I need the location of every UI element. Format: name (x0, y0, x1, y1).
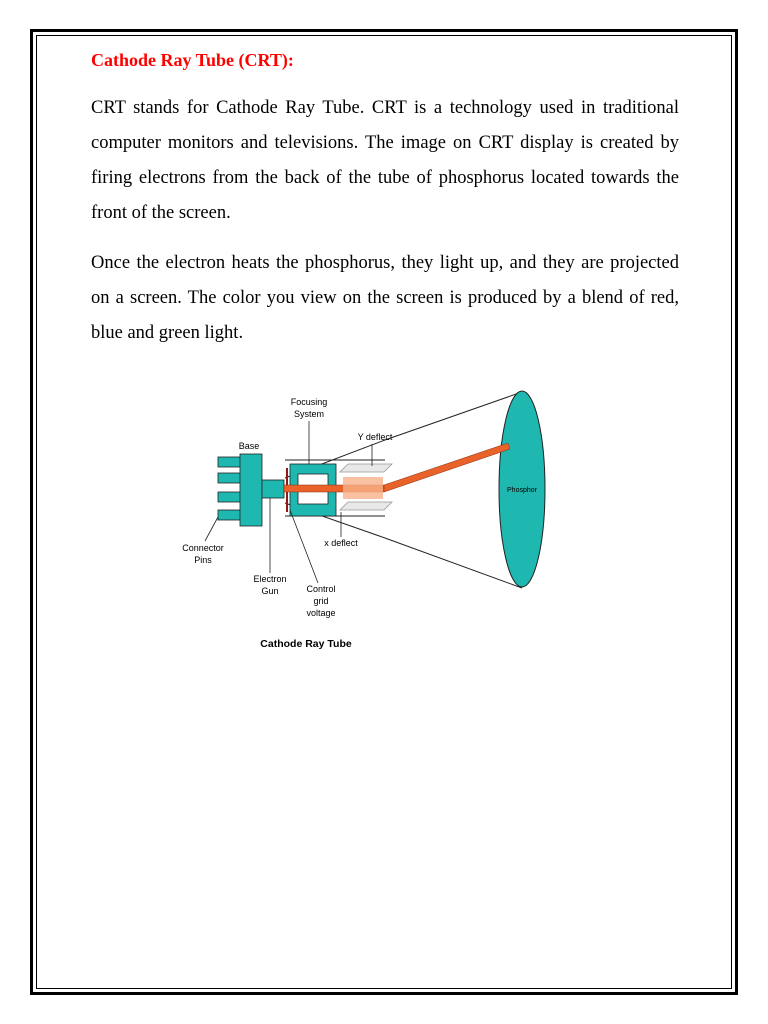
x-deflect-plate (340, 502, 392, 510)
label-system: System (293, 409, 325, 419)
connector-pin-4 (218, 510, 242, 520)
paragraph-2: Once the electron heats the phosphorus, they light up, and they are projected on a screen. The color you view on the screen is produced by a blend of red, blue and green light. (91, 253, 679, 343)
label-gun: Gun (261, 586, 279, 596)
connector-pin-3 (218, 492, 242, 502)
crt-diagram (170, 386, 570, 656)
label-base: Base (238, 441, 260, 451)
leader-control-grid (290, 510, 318, 583)
leader-connector (205, 517, 218, 541)
connector-pin-2 (218, 473, 242, 483)
label-grid: grid (313, 596, 329, 606)
label-y-deflect: Y deflect (357, 432, 393, 442)
document-body (91, 50, 679, 351)
label-pins: Pins (194, 555, 212, 565)
connector-pin-1 (218, 457, 242, 467)
tube-line-top-outer (385, 392, 522, 440)
diagram-caption: Cathode Ray Tube (260, 638, 352, 650)
electron-gun (262, 480, 284, 498)
section-heading: Cathode Ray Tube (CRT): (91, 50, 294, 70)
deflection-glow (343, 477, 383, 499)
label-voltage: voltage (306, 608, 336, 618)
electron-beam-deflected (384, 443, 510, 492)
paragraph-1: CRT stands for Cathode Ray Tube. CRT is a technology used in traditional computer monitors and televisions. The image on CRT display is created by firing electrons from the back of the tube of phosphorus located towards the front of the screen. (91, 98, 679, 223)
label-connector: Connector (182, 543, 224, 553)
base-block (240, 454, 262, 526)
label-control: Control (306, 584, 336, 594)
y-deflect-plate (340, 464, 392, 472)
label-x-deflect: x deflect (324, 538, 358, 548)
label-phosphor: Phosphor (507, 487, 537, 494)
label-focusing: Focusing (290, 397, 328, 407)
tube-line-bottom-outer (385, 538, 522, 588)
label-electron: Electron (253, 574, 287, 584)
